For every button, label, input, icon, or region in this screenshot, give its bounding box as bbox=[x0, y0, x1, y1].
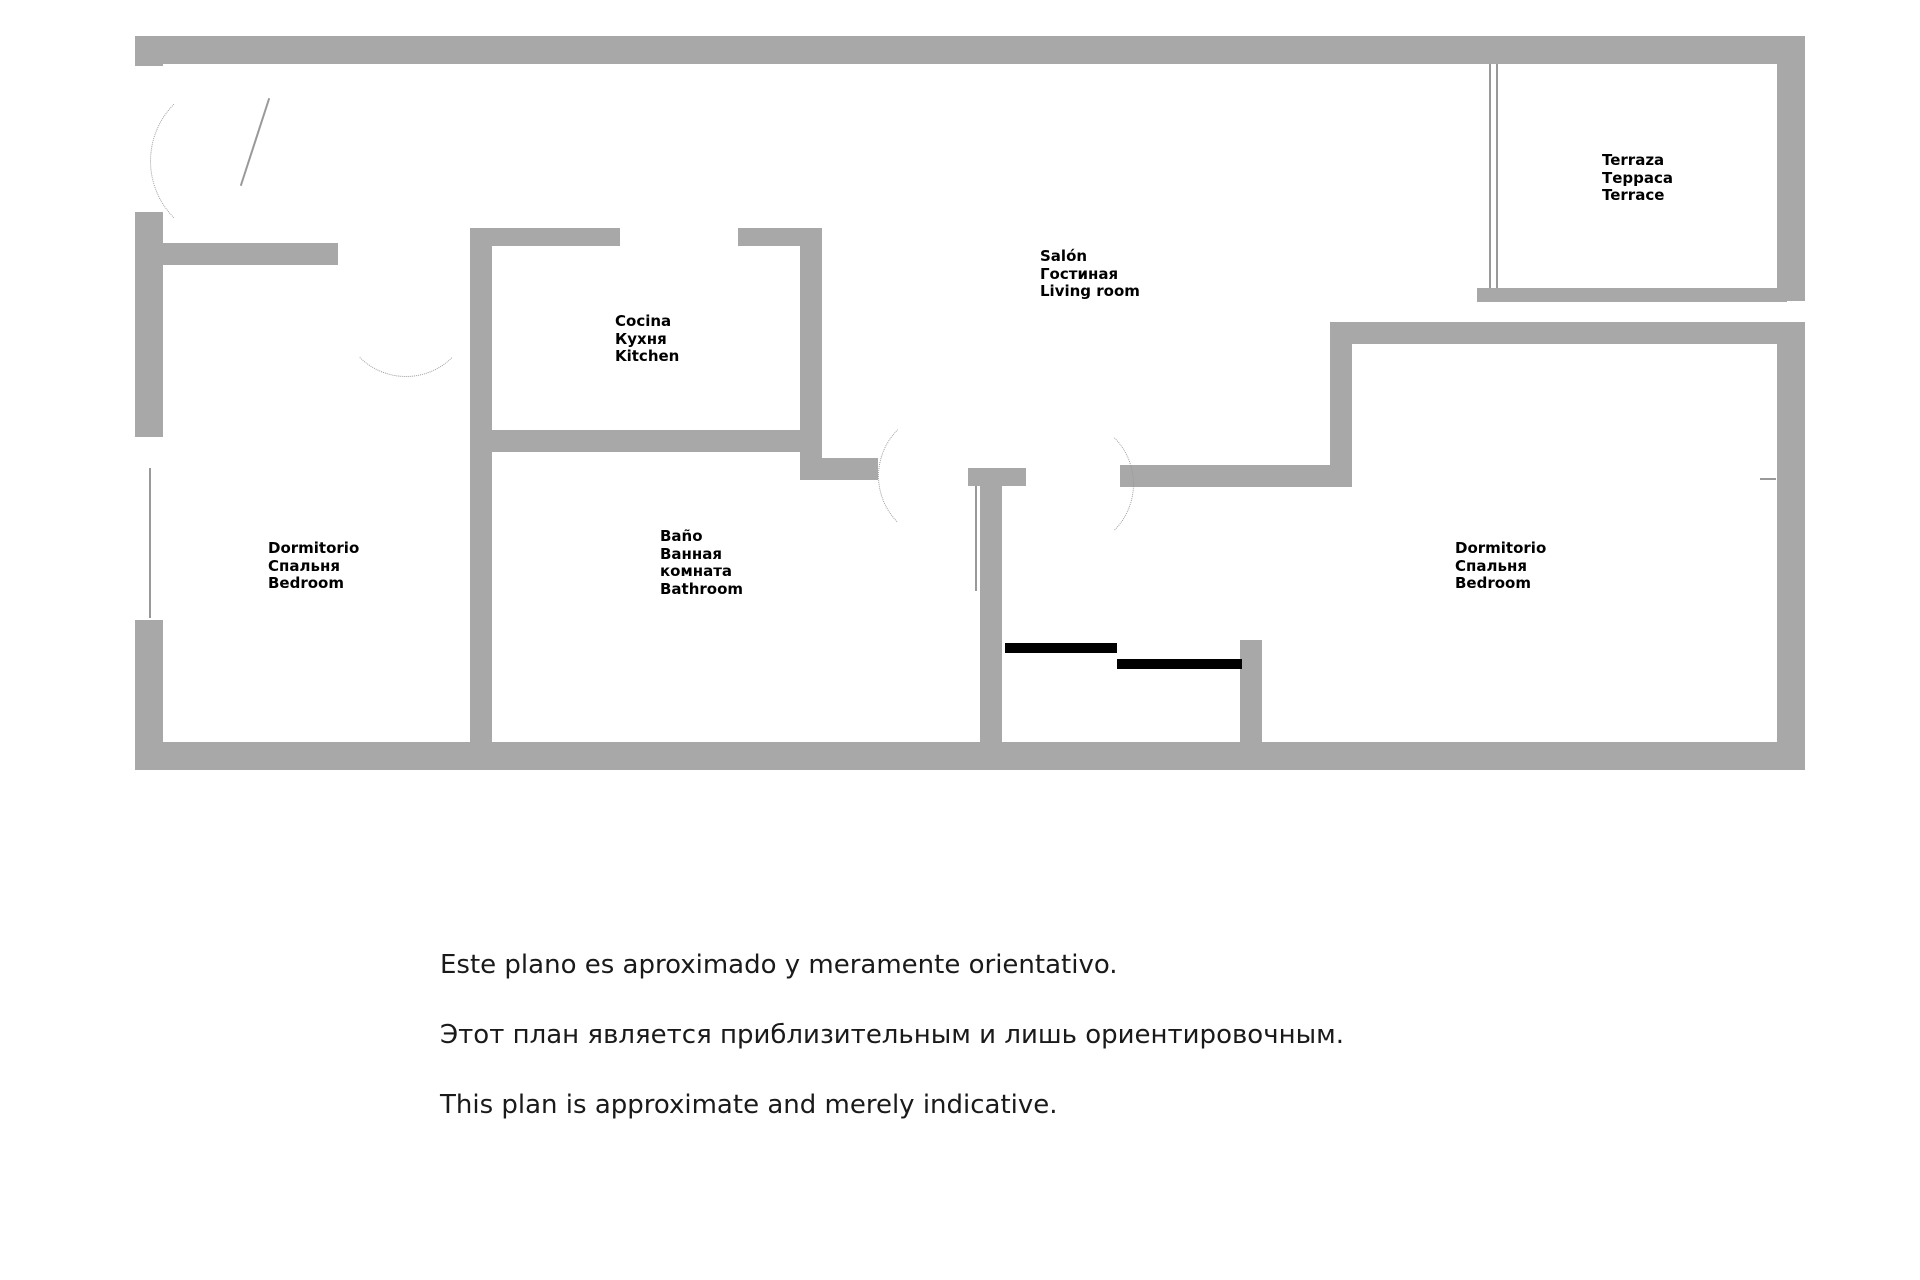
label-line: Cocina bbox=[615, 312, 672, 330]
note-english: This plan is approximate and merely indicative. bbox=[440, 1090, 1058, 1120]
room-label-bathroom bbox=[660, 528, 743, 599]
label-line: Гостиная bbox=[1040, 264, 1119, 283]
wall-right-bedroom-top-right bbox=[1510, 322, 1805, 344]
wall-bottom-main bbox=[135, 742, 1805, 770]
label-line: Dormitorio bbox=[1455, 539, 1547, 557]
room-label-terrace bbox=[1602, 152, 1673, 205]
label-line: Терраса bbox=[1602, 168, 1674, 187]
window-right-wall bbox=[1760, 478, 1776, 480]
disclaimer-notes bbox=[440, 950, 1540, 1160]
label-line: Bedroom bbox=[268, 574, 344, 593]
wall-top-terrace bbox=[1495, 36, 1805, 64]
label-line: Salón bbox=[1040, 247, 1088, 265]
wall-bedroom-left-top bbox=[163, 243, 338, 265]
room-label-living-room bbox=[1040, 248, 1140, 301]
wall-kitchen-top-left bbox=[470, 228, 620, 246]
label-line: комната bbox=[660, 562, 733, 581]
label-line: Living room bbox=[1040, 282, 1140, 301]
label-line: Bathroom bbox=[660, 580, 744, 599]
wall-top-main bbox=[135, 36, 1495, 64]
label-line: Dormitorio bbox=[268, 539, 360, 557]
label-line: Terraza bbox=[1602, 151, 1665, 169]
wall-left-upper bbox=[135, 36, 163, 66]
wall-kitchen-left bbox=[470, 228, 492, 438]
label-line: Baño bbox=[660, 527, 703, 545]
note-spanish: Este plano es aproximado y meramente orientativo. bbox=[440, 950, 1118, 980]
label-line: Ванная bbox=[660, 544, 723, 563]
wall-right-bedroom-top bbox=[1330, 322, 1510, 344]
room-label-bedroom-right bbox=[1455, 540, 1546, 593]
label-line: Terrace bbox=[1602, 186, 1665, 205]
terrace-glazing-line bbox=[1489, 64, 1491, 288]
black-bar-left bbox=[1005, 643, 1117, 653]
wall-bathroom-left bbox=[470, 430, 492, 750]
wall-terrace-bottom bbox=[1477, 288, 1787, 302]
wall-bathroom-right-stub bbox=[800, 458, 878, 480]
label-line: Bedroom bbox=[1455, 574, 1531, 593]
label-line: Спальня bbox=[1455, 556, 1527, 575]
note-russian: Этот план является приблизительным и лишь ориентировочным. bbox=[440, 1020, 1344, 1050]
terrace-glazing-line-2 bbox=[1496, 64, 1498, 288]
door-arc-entry bbox=[150, 80, 312, 242]
wall-right-terrace bbox=[1777, 36, 1805, 301]
window-left-wall bbox=[149, 468, 151, 618]
wall-left-middle bbox=[135, 212, 163, 437]
wall-right-lower bbox=[1777, 330, 1805, 770]
wall-closet-top bbox=[1240, 640, 1262, 658]
room-label-bedroom-left bbox=[268, 540, 359, 593]
label-line: Kitchen bbox=[615, 347, 680, 366]
wall-right-bedroom-diag-1 bbox=[1330, 322, 1352, 472]
door-arc-bedroom-left bbox=[340, 245, 472, 377]
black-bar-right bbox=[1117, 659, 1242, 669]
door-leaf-hall bbox=[975, 486, 977, 591]
wall-kitchen-bottom bbox=[482, 430, 822, 452]
door-arc-bathroom bbox=[878, 410, 1010, 542]
door-arc-hall bbox=[1002, 418, 1134, 550]
wall-right-bedroom-horiz bbox=[1120, 465, 1352, 487]
room-label-kitchen bbox=[615, 313, 679, 366]
label-line: Спальня bbox=[268, 556, 340, 575]
label-line: Кухня bbox=[615, 329, 667, 348]
